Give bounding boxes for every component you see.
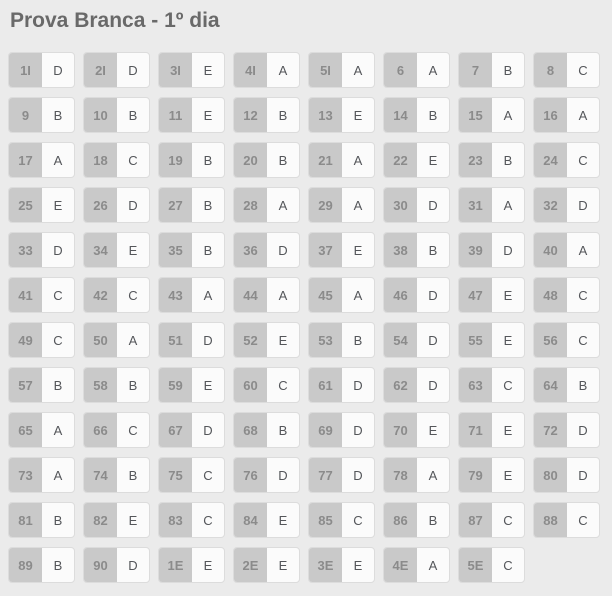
question-number-badge: 84 (234, 503, 267, 537)
question-number-badge: 85 (309, 503, 342, 537)
answer-cell (383, 232, 450, 268)
question-number-badge: 54 (384, 323, 417, 357)
question-number-badge: 77 (309, 458, 342, 492)
question-number-badge: 8 (534, 53, 567, 87)
answer-letter: C (128, 422, 138, 438)
answer-cell (458, 412, 525, 448)
answer-cell (533, 367, 600, 403)
answer-letter: E (128, 242, 138, 258)
question-number-badge: 80 (534, 458, 567, 492)
question-number-badge: 30 (384, 188, 417, 222)
answer-cell (383, 322, 450, 358)
question-number-badge: 63 (459, 368, 492, 402)
question-number-badge: 41 (9, 278, 42, 312)
answer-letter: A (353, 287, 363, 303)
answer-cell (533, 457, 600, 493)
answer-cell (383, 52, 450, 88)
answer-cell (308, 412, 375, 448)
answer-cell (533, 97, 600, 133)
answer-cell (533, 232, 600, 268)
answer-cell (8, 142, 75, 178)
answer-letter: E (428, 152, 438, 168)
question-number-badge: 4E (384, 548, 417, 582)
answer-letter: B (53, 557, 63, 573)
answer-cell (158, 547, 225, 583)
answer-cell (233, 142, 300, 178)
question-number-badge: 86 (384, 503, 417, 537)
answer-cell (83, 142, 150, 178)
question-number-badge: 14 (384, 98, 417, 132)
answer-letter: D (353, 422, 363, 438)
answer-cell (458, 187, 525, 223)
answer-cell (308, 142, 375, 178)
question-number-badge: 21 (309, 143, 342, 177)
answer-letter: E (353, 107, 363, 123)
question-number-badge: 5I (309, 53, 342, 87)
answer-letter: E (503, 332, 513, 348)
answer-cell (83, 52, 150, 88)
answer-cell (458, 142, 525, 178)
question-number-badge: 71 (459, 413, 492, 447)
answer-letter: E (428, 422, 438, 438)
answer-letter: B (203, 197, 213, 213)
question-number-badge: 40 (534, 233, 567, 267)
answer-cell (158, 502, 225, 538)
answer-cell (158, 97, 225, 133)
answer-letter: E (278, 512, 288, 528)
answer-letter: C (503, 377, 513, 393)
answer-letter: A (353, 152, 363, 168)
question-number-badge: 25 (9, 188, 42, 222)
question-number-badge: 12 (234, 98, 267, 132)
question-number-badge: 64 (534, 368, 567, 402)
question-number-badge: 22 (384, 143, 417, 177)
answer-letter: E (203, 62, 213, 78)
question-number-badge: 26 (84, 188, 117, 222)
answer-letter: B (53, 107, 63, 123)
answer-letter: C (503, 557, 513, 573)
question-number-badge: 38 (384, 233, 417, 267)
question-number-badge: 65 (9, 413, 42, 447)
question-number-badge: 53 (309, 323, 342, 357)
answer-cell (8, 502, 75, 538)
question-number-badge: 57 (9, 368, 42, 402)
answer-letter: D (353, 467, 363, 483)
answer-cell (308, 232, 375, 268)
question-number-badge: 76 (234, 458, 267, 492)
answer-letter: B (578, 377, 588, 393)
answer-cell (233, 52, 300, 88)
question-number-badge: 42 (84, 278, 117, 312)
answer-cell (233, 547, 300, 583)
answer-letter: C (503, 512, 513, 528)
question-number-badge: 50 (84, 323, 117, 357)
question-number-badge: 61 (309, 368, 342, 402)
question-number-badge: 29 (309, 188, 342, 222)
answer-letter: B (428, 242, 438, 258)
answer-cell (533, 142, 600, 178)
question-number-badge: 55 (459, 323, 492, 357)
question-number-badge: 11 (159, 98, 192, 132)
question-number-badge: 39 (459, 233, 492, 267)
question-number-badge: 87 (459, 503, 492, 537)
question-number-badge: 23 (459, 143, 492, 177)
answer-cell (233, 97, 300, 133)
answer-cell (533, 322, 600, 358)
answer-letter: C (203, 467, 213, 483)
answer-letter: D (578, 422, 588, 438)
answer-cell (458, 277, 525, 313)
answer-letter: D (128, 557, 138, 573)
question-number-badge: 2I (84, 53, 117, 87)
answer-letter: D (203, 332, 213, 348)
question-number-badge: 90 (84, 548, 117, 582)
answer-cell (83, 412, 150, 448)
answer-cell (458, 502, 525, 538)
answer-cell (8, 97, 75, 133)
answer-cell (158, 412, 225, 448)
answer-cell (458, 457, 525, 493)
answer-cell (308, 502, 375, 538)
question-number-badge: 62 (384, 368, 417, 402)
answer-letter: B (278, 152, 288, 168)
answer-letter: A (278, 287, 288, 303)
answer-cell (8, 367, 75, 403)
answer-cell (8, 547, 75, 583)
answer-letter: B (278, 422, 288, 438)
answer-letter: A (578, 242, 588, 258)
answer-letter: B (503, 152, 513, 168)
answer-letter: D (578, 467, 588, 483)
answer-letter: A (53, 152, 63, 168)
answer-letter: A (278, 62, 288, 78)
question-number-badge: 56 (534, 323, 567, 357)
page-title: Prova Branca - 1º dia (10, 9, 220, 32)
question-number-badge: 36 (234, 233, 267, 267)
answer-letter: D (203, 422, 213, 438)
answer-cell (8, 187, 75, 223)
question-number-badge: 9 (9, 98, 42, 132)
answer-cell (308, 277, 375, 313)
answer-cell (308, 457, 375, 493)
question-number-badge: 60 (234, 368, 267, 402)
question-number-badge: 69 (309, 413, 342, 447)
answer-cell (83, 367, 150, 403)
question-number-badge: 48 (534, 278, 567, 312)
answer-cell (308, 52, 375, 88)
answer-letter: B (53, 512, 63, 528)
answer-cell (533, 502, 600, 538)
answer-letter: E (353, 242, 363, 258)
answer-letter: A (578, 107, 588, 123)
answer-letter: B (428, 512, 438, 528)
answer-letter: D (353, 377, 363, 393)
answer-letter: A (503, 107, 513, 123)
answer-cell (458, 367, 525, 403)
answer-letter: D (428, 197, 438, 213)
question-number-badge: 1E (159, 548, 192, 582)
question-number-badge: 75 (159, 458, 192, 492)
question-number-badge: 20 (234, 143, 267, 177)
answer-cell (83, 457, 150, 493)
answer-letter: A (128, 332, 138, 348)
answer-letter: C (278, 377, 288, 393)
question-number-badge: 47 (459, 278, 492, 312)
answer-letter: E (503, 422, 513, 438)
answer-cell (8, 457, 75, 493)
answer-cell (383, 277, 450, 313)
answer-cell (383, 547, 450, 583)
question-number-badge: 45 (309, 278, 342, 312)
answer-cell (233, 502, 300, 538)
answer-letter: B (428, 107, 438, 123)
answer-cell (8, 232, 75, 268)
answer-letter: B (128, 467, 138, 483)
answer-cell (8, 277, 75, 313)
answer-letter: A (353, 197, 363, 213)
answer-cell (233, 277, 300, 313)
answer-cell (8, 52, 75, 88)
question-number-badge: 46 (384, 278, 417, 312)
question-number-badge: 37 (309, 233, 342, 267)
answer-cell (83, 97, 150, 133)
question-number-badge: 17 (9, 143, 42, 177)
answer-cell (458, 547, 525, 583)
answer-cell (308, 187, 375, 223)
answer-cell (458, 322, 525, 358)
question-number-badge: 24 (534, 143, 567, 177)
answer-letter: A (428, 557, 438, 573)
question-number-badge: 6 (384, 53, 417, 87)
question-number-badge: 43 (159, 278, 192, 312)
question-number-badge: 67 (159, 413, 192, 447)
answer-letter: B (203, 152, 213, 168)
answer-cell (8, 412, 75, 448)
answer-cell (83, 502, 150, 538)
answer-letter: A (203, 287, 213, 303)
question-number-badge: 35 (159, 233, 192, 267)
question-number-badge: 1I (9, 53, 42, 87)
answer-grid (8, 52, 600, 583)
answer-cell (158, 322, 225, 358)
question-number-badge: 79 (459, 458, 492, 492)
answer-cell (158, 142, 225, 178)
question-number-badge: 78 (384, 458, 417, 492)
question-number-badge: 3I (159, 53, 192, 87)
answer-letter: D (128, 62, 138, 78)
question-number-badge: 68 (234, 413, 267, 447)
answer-cell (533, 412, 600, 448)
answer-letter: D (53, 242, 63, 258)
answer-letter: B (203, 242, 213, 258)
question-number-badge: 28 (234, 188, 267, 222)
answer-letter: C (578, 512, 588, 528)
question-number-badge: 19 (159, 143, 192, 177)
answer-letter: D (578, 197, 588, 213)
answer-cell (308, 322, 375, 358)
answer-cell (8, 322, 75, 358)
answer-cell (533, 277, 600, 313)
answer-cell (83, 187, 150, 223)
answer-letter: C (53, 287, 63, 303)
question-number-badge: 15 (459, 98, 492, 132)
answer-letter: B (53, 377, 63, 393)
answer-cell (533, 187, 600, 223)
answer-letter: A (53, 422, 63, 438)
answer-letter: E (203, 107, 213, 123)
answer-letter: D (428, 332, 438, 348)
answer-cell (83, 277, 150, 313)
answer-letter: D (278, 467, 288, 483)
answer-letter: D (278, 242, 288, 258)
question-number-badge: 59 (159, 368, 192, 402)
answer-letter: C (578, 62, 588, 78)
answer-letter: C (128, 287, 138, 303)
answer-letter: D (428, 287, 438, 303)
answer-cell (233, 457, 300, 493)
answer-letter: B (353, 332, 363, 348)
question-number-badge: 82 (84, 503, 117, 537)
answer-cell (383, 367, 450, 403)
answer-cell (233, 187, 300, 223)
question-number-badge: 5E (459, 548, 492, 582)
answer-cell (158, 52, 225, 88)
answer-letter: E (53, 197, 63, 213)
question-number-badge: 10 (84, 98, 117, 132)
question-number-badge: 58 (84, 368, 117, 402)
answer-letter: E (278, 557, 288, 573)
answer-letter: E (278, 332, 288, 348)
answer-cell (83, 322, 150, 358)
question-number-badge: 88 (534, 503, 567, 537)
answer-cell (458, 232, 525, 268)
answer-letter: C (353, 512, 363, 528)
answer-letter: A (53, 467, 63, 483)
answer-letter: E (203, 377, 213, 393)
answer-cell (233, 232, 300, 268)
answer-cell (158, 187, 225, 223)
answer-cell (458, 97, 525, 133)
question-number-badge: 7 (459, 53, 492, 87)
answer-letter: D (53, 62, 63, 78)
answer-letter: D (128, 197, 138, 213)
question-number-badge: 44 (234, 278, 267, 312)
answer-letter: E (203, 557, 213, 573)
question-number-badge: 18 (84, 143, 117, 177)
answer-cell (383, 412, 450, 448)
answer-cell (233, 367, 300, 403)
question-number-badge: 33 (9, 233, 42, 267)
answer-letter: C (578, 152, 588, 168)
answer-letter: E (503, 287, 513, 303)
answer-cell (308, 367, 375, 403)
question-number-badge: 70 (384, 413, 417, 447)
answer-letter: E (503, 467, 513, 483)
answer-letter: E (128, 512, 138, 528)
answer-letter: B (503, 62, 513, 78)
answer-cell (158, 457, 225, 493)
question-number-badge: 34 (84, 233, 117, 267)
answer-cell (383, 142, 450, 178)
answer-letter: B (128, 377, 138, 393)
answer-cell (308, 97, 375, 133)
answer-letter: A (503, 197, 513, 213)
question-number-badge: 51 (159, 323, 192, 357)
answer-letter: E (353, 557, 363, 573)
answer-cell (233, 412, 300, 448)
question-number-badge: 89 (9, 548, 42, 582)
question-number-badge: 49 (9, 323, 42, 357)
answer-letter: A (428, 62, 438, 78)
answer-letter: B (128, 107, 138, 123)
answer-cell (158, 232, 225, 268)
question-number-badge: 81 (9, 503, 42, 537)
answer-letter: C (203, 512, 213, 528)
question-number-badge: 72 (534, 413, 567, 447)
answer-cell (308, 547, 375, 583)
answer-cell (383, 97, 450, 133)
answer-letter: A (353, 62, 363, 78)
answer-cell (383, 457, 450, 493)
answer-letter: D (503, 242, 513, 258)
answer-cell (233, 322, 300, 358)
answer-cell (533, 52, 600, 88)
answer-letter: D (428, 377, 438, 393)
answer-cell (158, 277, 225, 313)
answer-letter: A (278, 197, 288, 213)
question-number-badge: 74 (84, 458, 117, 492)
answer-cell (158, 367, 225, 403)
answer-letter: C (128, 152, 138, 168)
question-number-badge: 3E (309, 548, 342, 582)
answer-cell (83, 547, 150, 583)
question-number-badge: 16 (534, 98, 567, 132)
answer-letter: C (578, 287, 588, 303)
question-number-badge: 66 (84, 413, 117, 447)
answer-letter: B (278, 107, 288, 123)
question-number-badge: 2E (234, 548, 267, 582)
answer-cell (383, 502, 450, 538)
question-number-badge: 83 (159, 503, 192, 537)
question-number-badge: 32 (534, 188, 567, 222)
question-number-badge: 13 (309, 98, 342, 132)
answer-cell (83, 232, 150, 268)
answer-cell (383, 187, 450, 223)
question-number-badge: 4I (234, 53, 267, 87)
answer-letter: C (53, 332, 63, 348)
question-number-badge: 73 (9, 458, 42, 492)
answer-cell (458, 52, 525, 88)
answer-letter: C (578, 332, 588, 348)
question-number-badge: 27 (159, 188, 192, 222)
answer-letter: A (428, 467, 438, 483)
question-number-badge: 52 (234, 323, 267, 357)
question-number-badge: 31 (459, 188, 492, 222)
